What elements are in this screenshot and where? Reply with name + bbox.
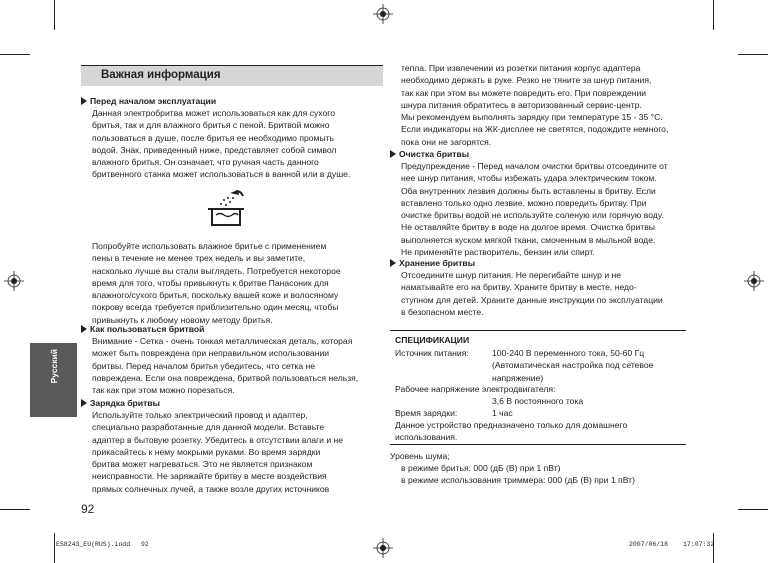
registration-mark-icon bbox=[373, 538, 393, 558]
paragraph: Внимание - Сетка - очень тонкая металлическая деталь, которая может быть повреждена при неправильном использовании бритвы. Перед началом бритья убедитесь, что сетка не повреждена. Если она повреждена, бритвой пользоваться нельзя, так как при этом можно порезаться. bbox=[92, 336, 359, 396]
language-side-tab bbox=[30, 343, 77, 417]
crop-mark bbox=[0, 54, 30, 55]
triangle-bullet-icon bbox=[390, 259, 396, 267]
spec-charge-value: 1 час bbox=[492, 408, 513, 418]
spec-charge-label: Время зарядки: bbox=[395, 408, 458, 418]
registration-mark-icon bbox=[744, 271, 764, 291]
footer-file-page: 92 bbox=[141, 541, 149, 548]
spec-motor-value: 3,6 В постоянного тока bbox=[492, 396, 584, 406]
paragraph: Попробуйте использовать влажное бритье с применением пены в течение не менее трех недель и вы заметите, насколько лучше вы стали выглядеть. Потребуется некоторое время для того, чтобы привыкнуть к бритве Панасоник для влажного/сухого бритья, поскольку вашей коже и волосяному покрову всегда требуется приблизительно один месяц, чтобы привыкнуть к любому новому методу бритья. bbox=[92, 241, 341, 325]
triangle-bullet-icon bbox=[81, 399, 87, 407]
spec-title: СПЕЦИФИКАЦИИ bbox=[395, 335, 470, 345]
spec-motor-label: Рабочее напряжение электродвигателя: bbox=[395, 384, 556, 394]
crop-mark bbox=[713, 0, 714, 30]
spec-bottom-rule bbox=[390, 444, 686, 445]
crop-mark bbox=[738, 509, 768, 510]
footer-file-name: ES8243_EU(RUS).indd bbox=[56, 541, 131, 548]
heading-cleaning: Очистка бритвы bbox=[390, 148, 469, 160]
crop-mark bbox=[54, 533, 55, 563]
paragraph: Предупреждение - Перед началом очистки бритвы отсоедините от нее шнур питания, чтобы избежать удара электрическим током. Оба внутренних лезвия должны быть вставлены в бритву. Если вставлено только одно лезвие, можно повредить бритву. При очистке бритвы водой не используйте соленую или горячую воду. Не оставляйте бритву в воде на долгое время. Очистка бритвы выполняется куском мягкой ткани, смоченным в мыльной воде. Не применяйте растворитель, бензин или спирт. bbox=[401, 161, 668, 258]
section-title: Важная информация bbox=[101, 69, 221, 81]
registration-mark-icon bbox=[4, 271, 24, 291]
paragraph: тепла. При извлечении из розетки питания корпус адаптера необходимо держать в руке. Резко не тяните за шнур питания, так как при этом вы можете повредить его. При повреждении шнура питания обратитесь в авторизованный сервис-центр. Мы рекомендуем выполнять зарядку при температуре 15 - 35 °C. Если индикаторы на ЖК-дисплее не светятся, подождите немного, пока они не загорятся. bbox=[401, 63, 669, 147]
footer-date: 2007/06/18 bbox=[629, 541, 669, 548]
spec-note: Данное устройство предназначено только для домашнего использования. bbox=[395, 420, 628, 443]
paragraph: Отсоедините шнур питания. Не перегибайте шнур и не наматывайте его на бритву. Храните бритву в месте, недо- ступном для детей. Храните данные инструкции по эксплуатации в безопасном месте. bbox=[401, 270, 663, 317]
language-label: Русский bbox=[49, 349, 59, 384]
section-header bbox=[81, 65, 383, 86]
crop-mark bbox=[54, 0, 55, 30]
registration-mark-icon bbox=[373, 4, 393, 24]
crop-mark bbox=[738, 54, 768, 55]
noise-line: в режиме бритья: 000 (дБ (В) при 1 пВт) bbox=[401, 463, 561, 473]
triangle-bullet-icon bbox=[81, 325, 87, 333]
spec-top-rule bbox=[390, 330, 686, 331]
heading-storage: Хранение бритвы bbox=[390, 257, 475, 269]
noise-line: в режиме использования триммера: 000 (дБ (В) при 1 пВт) bbox=[401, 475, 635, 485]
heading-before-use: Перед началом эксплуатации bbox=[81, 95, 216, 107]
triangle-bullet-icon bbox=[390, 150, 396, 158]
spec-power-label: Источник питания: bbox=[395, 348, 469, 358]
triangle-bullet-icon bbox=[81, 97, 87, 105]
noise-title: Уровень шума; bbox=[390, 451, 450, 461]
page-number: 92 bbox=[81, 502, 95, 516]
footer-time: 17:07:32 bbox=[683, 541, 715, 548]
heading-charging: Зарядка бритвы bbox=[81, 397, 160, 409]
paragraph: Данная электробритва может использоваться как для сухого бритья, так и для влажного бритья с пеной. Бритвой можно пользоваться в душе, после бритья ее необходимо промыть водой. Знак, приведенный ниже, представляет собой символ влажного бритья. Он означает, что ручная часть данного бритвенного станка может использоваться в ванной или в душе. bbox=[92, 108, 351, 180]
crop-mark bbox=[713, 533, 714, 563]
spec-power-value: 100-240 В переменного тока, 50-60 Гц (Автоматическая настройка под сетевое напряжение) bbox=[492, 348, 654, 383]
crop-mark bbox=[0, 509, 30, 510]
heading-how-to-use: Как пользоваться бритвой bbox=[81, 323, 204, 335]
paragraph: Используйте только электрический провод и адаптер, специально разработанные для данной модели. Вставьте адаптер в бытовую розетку. Убедитесь в отсутствии влаги и не прикасайтесь к нему мокрыми руками. Во время зарядки бритва может нагреваться. Это не является признаком неисправности. Не заряжайте бритву в месте воздействия прямых солнечных лучей, а также возле других источников bbox=[92, 410, 344, 494]
shower-bath-icon bbox=[206, 187, 246, 229]
